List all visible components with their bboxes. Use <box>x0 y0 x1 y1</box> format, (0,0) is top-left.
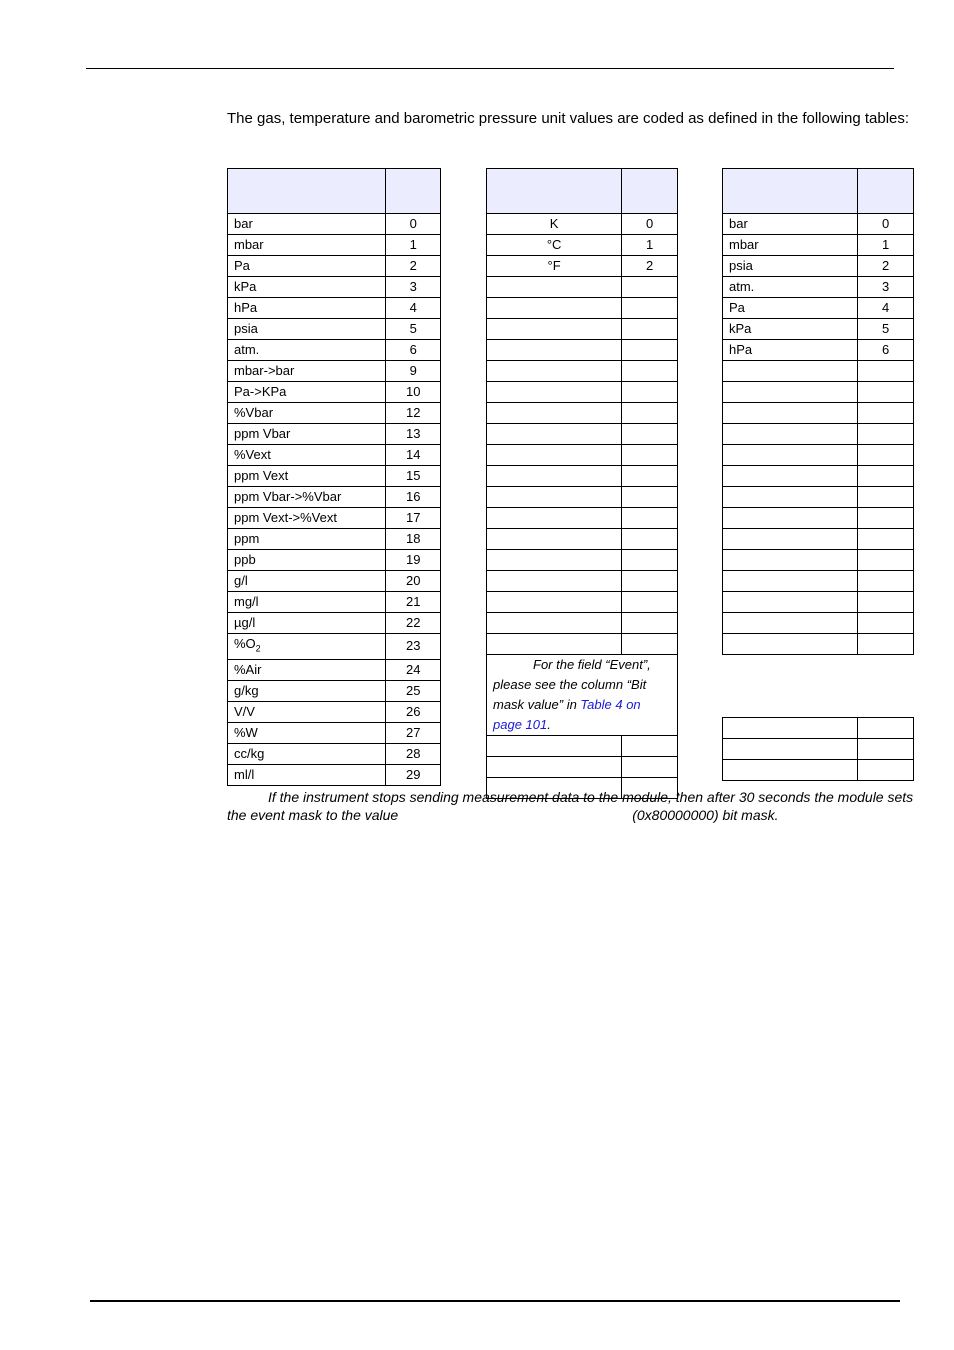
table-row <box>487 382 678 403</box>
footnote <box>227 788 917 824</box>
unit-cell <box>228 340 386 361</box>
table-row <box>723 298 914 319</box>
table-row <box>723 277 914 298</box>
table-row <box>723 592 914 613</box>
table-row <box>723 424 914 445</box>
unit-cell <box>228 445 386 466</box>
empty-cell <box>487 571 622 592</box>
code-cell: 27 <box>386 722 441 743</box>
empty-cell <box>723 361 858 382</box>
empty-cell <box>723 508 858 529</box>
unit-name: psia <box>234 321 258 336</box>
unit-name: %Vbar <box>234 405 274 420</box>
unit-name: cc/kg <box>234 745 265 761</box>
footnote-text: If the instrument stops sending measurement data to the module, then after 30 seconds the module sets the event mask to the value <box>227 789 914 823</box>
empty-cell <box>622 361 678 382</box>
table-row <box>228 550 441 571</box>
unit-name: mbar->bar <box>234 363 295 378</box>
code-cell: 4 <box>386 298 441 319</box>
unit-cell <box>228 722 386 743</box>
empty-cell <box>487 508 622 529</box>
unit-name: bar <box>234 216 253 231</box>
empty-cell <box>723 592 858 613</box>
unit-cell <box>228 659 386 680</box>
empty-cell <box>622 571 678 592</box>
table-row <box>723 214 914 235</box>
code-cell: 0 <box>858 214 914 235</box>
table-row <box>723 655 914 718</box>
unit-name: mbar <box>234 237 264 252</box>
code-cell: 28 <box>386 743 441 764</box>
blank-merged-cell <box>723 655 914 718</box>
gas-units-table <box>227 168 441 786</box>
unit-subscript: 2 <box>255 643 261 654</box>
code-cell: 6 <box>858 340 914 361</box>
code-cell: 10 <box>386 382 441 403</box>
table-row <box>723 466 914 487</box>
table-row <box>228 634 441 660</box>
table-row <box>723 613 914 634</box>
unit-name: %W <box>234 724 258 740</box>
empty-cell <box>858 718 914 739</box>
unit-name: %Vext <box>234 447 271 462</box>
unit-cell: hPa <box>723 340 858 361</box>
table-row <box>723 550 914 571</box>
unit-name: ml/l <box>234 766 255 782</box>
empty-cell <box>487 298 622 319</box>
empty-cell <box>487 403 622 424</box>
unit-cell <box>228 701 386 722</box>
code-cell: 1 <box>622 235 678 256</box>
unit-name: %Air <box>234 661 262 677</box>
code-cell: 17 <box>386 508 441 529</box>
unit-name: µg/l <box>234 615 256 630</box>
unit-name: V/V <box>234 703 255 719</box>
empty-cell <box>622 487 678 508</box>
code-cell: 0 <box>622 214 678 235</box>
code-cell: 19 <box>386 550 441 571</box>
table-row <box>723 571 914 592</box>
table-row <box>487 634 678 655</box>
empty-cell <box>723 571 858 592</box>
empty-cell <box>622 757 678 778</box>
unit-cell: mbar <box>723 235 858 256</box>
empty-cell <box>622 550 678 571</box>
empty-cell <box>723 739 858 760</box>
table-row <box>487 235 678 256</box>
unit-name: mg/l <box>234 594 259 609</box>
code-cell: 18 <box>386 529 441 550</box>
empty-cell <box>622 340 678 361</box>
table-row <box>487 550 678 571</box>
code-cell: 29 <box>386 764 441 785</box>
header-cell <box>858 169 914 214</box>
table-row <box>723 718 914 739</box>
code-cell: 9 <box>386 361 441 382</box>
table-row <box>228 743 441 764</box>
empty-cell <box>858 634 914 655</box>
table-row <box>487 508 678 529</box>
empty-cell <box>723 718 858 739</box>
unit-cell <box>228 680 386 701</box>
table-row <box>487 298 678 319</box>
unit-cell <box>228 634 386 660</box>
empty-cell <box>723 382 858 403</box>
unit-cell: psia <box>723 256 858 277</box>
unit-cell: Pa <box>723 298 858 319</box>
unit-cell: °C <box>487 235 622 256</box>
unit-name: atm. <box>234 342 260 357</box>
code-cell: 26 <box>386 701 441 722</box>
unit-name: ppm Vbar <box>234 426 291 441</box>
event-note-text: For the field “Event”, please see the column “Bit mask value” in <box>493 657 651 712</box>
empty-cell <box>858 613 914 634</box>
table-row <box>723 445 914 466</box>
empty-cell <box>858 739 914 760</box>
table-row <box>487 319 678 340</box>
unit-cell <box>228 466 386 487</box>
code-cell: 1 <box>858 235 914 256</box>
empty-cell <box>723 529 858 550</box>
empty-cell <box>622 529 678 550</box>
empty-cell <box>622 403 678 424</box>
intro-paragraph: The gas, temperature and barometric pressure unit values are coded as defined in the following tables: <box>227 110 910 127</box>
table-row <box>487 529 678 550</box>
empty-cell <box>723 487 858 508</box>
table-4-link[interactable]: Table 4 on page 101 <box>493 697 641 732</box>
table-row <box>487 424 678 445</box>
empty-cell <box>723 445 858 466</box>
code-cell: 5 <box>386 319 441 340</box>
empty-cell <box>487 592 622 613</box>
empty-cell <box>858 466 914 487</box>
code-cell: 12 <box>386 403 441 424</box>
code-cell: 16 <box>386 487 441 508</box>
empty-cell <box>723 424 858 445</box>
empty-cell <box>487 529 622 550</box>
code-cell: 0 <box>386 214 441 235</box>
empty-cell <box>487 319 622 340</box>
unit-cell <box>228 361 386 382</box>
unit-name: Pa <box>234 258 250 273</box>
empty-cell <box>487 466 622 487</box>
header-cell <box>723 169 858 214</box>
empty-cell <box>858 571 914 592</box>
table-row <box>228 319 441 340</box>
code-cell: 23 <box>386 634 441 660</box>
table-row <box>228 592 441 613</box>
table-row <box>487 613 678 634</box>
table-row <box>723 235 914 256</box>
unit-cell: atm. <box>723 277 858 298</box>
table-header-row <box>487 169 678 214</box>
empty-cell <box>622 736 678 757</box>
table-row <box>723 256 914 277</box>
empty-cell <box>723 466 858 487</box>
unit-cell <box>228 529 386 550</box>
table-row <box>723 508 914 529</box>
unit-cell: °F <box>487 256 622 277</box>
event-note <box>487 655 678 736</box>
table-row <box>723 529 914 550</box>
code-cell: 20 <box>386 571 441 592</box>
code-cell: 24 <box>386 659 441 680</box>
code-cell: 2 <box>858 256 914 277</box>
empty-cell <box>487 340 622 361</box>
empty-cell <box>487 487 622 508</box>
temperature-units-table <box>486 168 678 799</box>
unit-cell <box>228 743 386 764</box>
code-cell: 14 <box>386 445 441 466</box>
table-row <box>228 382 441 403</box>
table-header-row <box>723 169 914 214</box>
table-row <box>228 680 441 701</box>
table-row <box>228 298 441 319</box>
event-note-end: . <box>547 717 551 732</box>
empty-cell <box>622 277 678 298</box>
empty-cell <box>723 403 858 424</box>
empty-cell <box>858 550 914 571</box>
unit-cell <box>228 382 386 403</box>
unit-cell <box>228 403 386 424</box>
code-cell: 2 <box>386 256 441 277</box>
unit-cell: K <box>487 214 622 235</box>
table-row <box>228 235 441 256</box>
header-cell <box>622 169 678 214</box>
code-cell: 6 <box>386 340 441 361</box>
empty-cell <box>858 592 914 613</box>
empty-cell <box>858 424 914 445</box>
table-row <box>228 466 441 487</box>
table-row <box>487 655 678 736</box>
unit-name: g/kg <box>234 682 259 698</box>
unit-cell <box>228 277 386 298</box>
table-row <box>487 214 678 235</box>
code-cell: 21 <box>386 592 441 613</box>
code-cell: 1 <box>386 235 441 256</box>
unit-name: ppm Vbar->%Vbar <box>234 489 342 504</box>
table-row <box>228 214 441 235</box>
empty-cell <box>858 361 914 382</box>
empty-cell <box>487 382 622 403</box>
table-row <box>723 739 914 760</box>
unit-cell <box>228 235 386 256</box>
code-cell: 3 <box>858 277 914 298</box>
header-rule <box>86 68 894 69</box>
table-row <box>487 571 678 592</box>
code-cell: 4 <box>858 298 914 319</box>
code-cell: 2 <box>622 256 678 277</box>
empty-cell <box>622 424 678 445</box>
code-cell: 22 <box>386 613 441 634</box>
unit-name: ppm Vext <box>234 468 289 483</box>
table-row <box>487 277 678 298</box>
unit-cell <box>228 424 386 445</box>
unit-cell <box>228 613 386 634</box>
unit-name: hPa <box>234 300 258 315</box>
table-header-row <box>228 169 441 214</box>
table-row <box>228 722 441 743</box>
table-row <box>228 529 441 550</box>
unit-name: g/l <box>234 573 248 588</box>
table-row <box>228 571 441 592</box>
table-row <box>487 256 678 277</box>
unit-cell <box>228 487 386 508</box>
table-row <box>228 701 441 722</box>
table-row <box>487 592 678 613</box>
unit-name: Pa->KPa <box>234 384 287 399</box>
footer-rule <box>90 1300 900 1302</box>
empty-cell <box>622 592 678 613</box>
empty-cell <box>622 613 678 634</box>
table-row <box>228 256 441 277</box>
table-row <box>723 634 914 655</box>
table-row <box>228 487 441 508</box>
table-row <box>228 403 441 424</box>
table-row <box>487 757 678 778</box>
code-cell: 15 <box>386 466 441 487</box>
unit-cell <box>228 592 386 613</box>
table-row <box>228 613 441 634</box>
table-row <box>723 361 914 382</box>
table-row <box>723 487 914 508</box>
header-cell <box>386 169 441 214</box>
empty-cell <box>723 634 858 655</box>
unit-cell <box>228 571 386 592</box>
empty-cell <box>858 529 914 550</box>
unit-name: ppm Vext->%Vext <box>234 510 337 525</box>
unit-cell <box>228 550 386 571</box>
table-row <box>487 340 678 361</box>
code-cell: 5 <box>858 319 914 340</box>
table-row <box>228 508 441 529</box>
empty-cell <box>487 736 622 757</box>
empty-cell <box>858 382 914 403</box>
empty-cell <box>487 424 622 445</box>
footnote-mask-text: (0x80000000) bit mask. <box>632 807 779 823</box>
empty-cell <box>487 277 622 298</box>
table-row <box>228 424 441 445</box>
empty-cell <box>622 445 678 466</box>
table-row <box>228 659 441 680</box>
empty-cell <box>487 757 622 778</box>
empty-cell <box>487 634 622 655</box>
header-cell <box>487 169 622 214</box>
table-row <box>487 466 678 487</box>
empty-cell <box>622 508 678 529</box>
empty-cell <box>487 613 622 634</box>
code-cell: 3 <box>386 277 441 298</box>
table-row <box>723 382 914 403</box>
empty-cell <box>723 550 858 571</box>
empty-cell <box>858 508 914 529</box>
unit-name: kPa <box>234 279 257 294</box>
table-row <box>723 319 914 340</box>
empty-cell <box>858 760 914 781</box>
pressure-units-table <box>722 168 914 781</box>
table-row <box>723 760 914 781</box>
unit-cell <box>228 298 386 319</box>
empty-cell <box>723 760 858 781</box>
table-row <box>487 445 678 466</box>
unit-cell <box>228 256 386 277</box>
unit-name: ppb <box>234 552 256 567</box>
unit-cell <box>228 214 386 235</box>
empty-cell <box>858 403 914 424</box>
empty-cell <box>723 613 858 634</box>
unit-cell: kPa <box>723 319 858 340</box>
table-row <box>723 340 914 361</box>
empty-cell <box>487 445 622 466</box>
table-row <box>487 403 678 424</box>
empty-cell <box>622 382 678 403</box>
code-cell: 13 <box>386 424 441 445</box>
table-row <box>487 487 678 508</box>
empty-cell <box>487 550 622 571</box>
header-cell <box>228 169 386 214</box>
table-row <box>228 340 441 361</box>
empty-cell <box>622 466 678 487</box>
empty-cell <box>622 634 678 655</box>
empty-cell <box>858 487 914 508</box>
table-row <box>487 361 678 382</box>
empty-cell <box>622 298 678 319</box>
table-row <box>487 736 678 757</box>
unit-cell <box>228 764 386 785</box>
unit-cell <box>228 319 386 340</box>
empty-cell <box>622 319 678 340</box>
empty-cell <box>858 445 914 466</box>
unit-cell: bar <box>723 214 858 235</box>
table-row <box>228 277 441 298</box>
unit-name: %O <box>234 636 256 651</box>
table-row <box>228 445 441 466</box>
table-row <box>228 361 441 382</box>
empty-cell <box>487 361 622 382</box>
table-row <box>228 764 441 785</box>
table-row <box>723 403 914 424</box>
code-cell: 25 <box>386 680 441 701</box>
unit-cell <box>228 508 386 529</box>
unit-name: ppm <box>234 531 260 546</box>
